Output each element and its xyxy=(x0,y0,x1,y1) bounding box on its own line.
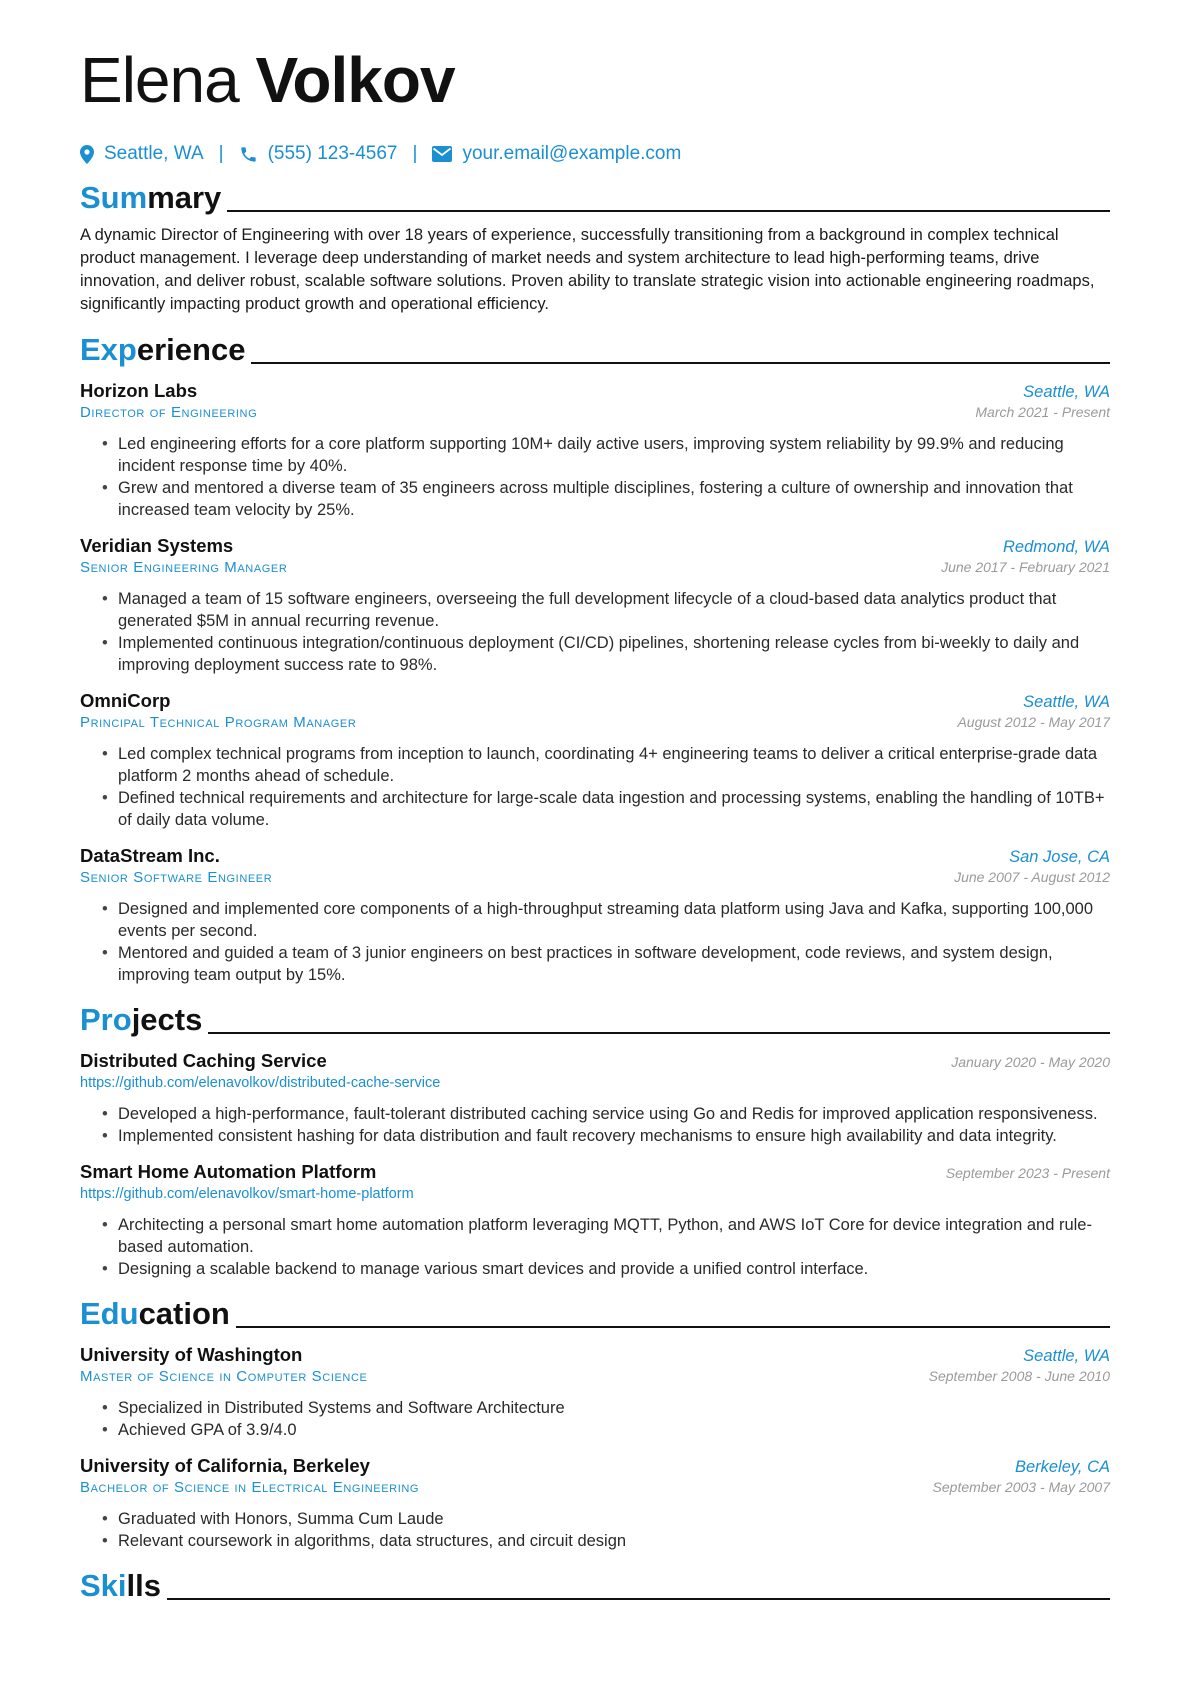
project-link[interactable]: https://github.com/elenavolkov/smart-home-platform xyxy=(80,1186,414,1202)
contact-separator: | xyxy=(218,143,224,164)
degree-name: Master of Science in Computer Science xyxy=(80,1368,368,1385)
entry-dates: January 2020 - May 2020 xyxy=(951,1054,1110,1070)
bullet-list xyxy=(80,588,1110,676)
section-title-accent: Ski xyxy=(80,1568,127,1603)
bullet-list xyxy=(80,433,1110,521)
section-title-accent: Exp xyxy=(80,332,137,367)
bullet-item: • Architecting a personal smart home automation platform leveraging MQTT, Python, and AWS IoT Core for device integration and rule-based automation. xyxy=(118,1214,1110,1258)
section-title xyxy=(80,1002,202,1038)
bullet-item: • Managed a team of 15 software engineers, overseeing the full development lifecycle of a cloud-based data analytics product that generated $5M in annual recurring revenue. xyxy=(118,588,1110,632)
bullet-list xyxy=(80,1103,1110,1147)
section-rule xyxy=(236,1326,1110,1328)
section-title xyxy=(80,1296,230,1332)
bullet-item: • Implemented continuous integration/continuous deployment (CI/CD) pipelines, shortening release cycles from bi-weekly to daily and improving deployment success rate to 98%. xyxy=(118,632,1110,676)
contact-location xyxy=(80,143,204,165)
experience-entry xyxy=(80,380,1110,521)
bullet-list xyxy=(80,1397,1110,1441)
section-title-accent: Edu xyxy=(80,1296,139,1331)
bullet-item: • Designing a scalable backend to manage various smart devices and provide a unified control interface. xyxy=(118,1258,1110,1280)
job-title: Director of Engineering xyxy=(80,404,258,421)
location-text: Seattle, WA xyxy=(104,143,204,164)
bullet-item: • Relevant coursework in algorithms, data structures, and circuit design xyxy=(118,1530,1110,1552)
company-name: DataStream Inc. xyxy=(80,845,220,866)
last-name: Volkov xyxy=(255,44,455,116)
bullet-list xyxy=(80,898,1110,986)
project-entry xyxy=(80,1050,1110,1147)
bullet-item: • Led complex technical programs from inception to launch, coordinating 4+ engineering teams to deliver a critical enterprise-grade data platform 2 months ahead of schedule. xyxy=(118,743,1110,787)
entry-dates: June 2007 - August 2012 xyxy=(954,869,1110,885)
bullet-item: • Designed and implemented core components of a high-throughput streaming data platform using Java and Kafka, supporting 100,000 events per second. xyxy=(118,898,1110,942)
section-rule xyxy=(251,362,1110,364)
bullet-item: • Mentored and guided a team of 3 junior engineers on best practices in software development, code reviews, and system design, improving team output by 15%. xyxy=(118,942,1110,986)
first-name: Elena xyxy=(80,44,239,116)
school-name: University of California, Berkeley xyxy=(80,1455,370,1476)
experience-entry xyxy=(80,845,1110,986)
education-heading xyxy=(80,1292,1110,1332)
job-title: Senior Engineering Manager xyxy=(80,559,288,576)
bullet-item: • Specialized in Distributed Systems and Software Architecture xyxy=(118,1397,1110,1419)
experience-heading xyxy=(80,328,1110,368)
phone-text: (555) 123-4567 xyxy=(267,143,398,164)
project-name: Distributed Caching Service xyxy=(80,1050,327,1071)
section-rule xyxy=(167,1598,1110,1600)
contact-separator: | xyxy=(412,143,418,164)
projects-heading xyxy=(80,998,1110,1038)
section-title-rest: erience xyxy=(136,332,246,367)
company-name: Horizon Labs xyxy=(80,380,198,401)
bullet-item: • Developed a high-performance, fault-tolerant distributed caching service using Go and Redis for improved application responsiveness. xyxy=(118,1103,1110,1125)
section-rule xyxy=(227,210,1110,212)
contact-email[interactable] xyxy=(432,143,681,165)
section-title-accent: Sum xyxy=(80,180,148,215)
skills-heading xyxy=(80,1564,1110,1604)
contact-phone[interactable] xyxy=(239,143,398,165)
project-link[interactable]: https://github.com/elenavolkov/distributed-cache-service xyxy=(80,1075,441,1091)
section-title-accent: Pro xyxy=(80,1002,132,1037)
entry-dates: August 2012 - May 2017 xyxy=(957,714,1110,730)
section-title-rest: lls xyxy=(126,1568,161,1603)
education-entry xyxy=(80,1455,1110,1552)
section-rule xyxy=(208,1032,1110,1034)
entry-location: Seattle, WA xyxy=(1023,693,1110,711)
bullet-item: • Defined technical requirements and architecture for large-scale data ingestion and processing systems, enabling the handling of 10TB+ of daily data volume. xyxy=(118,787,1110,831)
company-name: Veridian Systems xyxy=(80,535,234,556)
bullet-item: • Led engineering efforts for a core platform supporting 10M+ daily active users, improving system reliability by 99.9% and reducing incident response time by 40%. xyxy=(118,433,1110,477)
bullet-item: • Achieved GPA of 3.9/4.0 xyxy=(118,1419,1110,1441)
summary-text: A dynamic Director of Engineering with over 18 years of experience, successfully transitioning from a background in complex technical product management. I leverage deep understanding of market needs and system architecture to lead high-performing teams, drive innovation, and deliver robust, scalable software solutions. Proven ability to translate strategic vision into actionable engineering roadmaps, significantly impacting product growth and operational efficiency. xyxy=(80,226,1095,313)
degree-name: Bachelor of Science in Electrical Engineering xyxy=(80,1479,420,1496)
entry-location: San Jose, CA xyxy=(1009,848,1110,866)
project-entry xyxy=(80,1161,1110,1280)
section-title xyxy=(80,332,245,368)
entry-location: Berkeley, CA xyxy=(1014,1458,1110,1476)
section-title xyxy=(80,180,221,216)
bullet-item: • Graduated with Honors, Summa Cum Laude xyxy=(118,1508,1110,1530)
education-entry xyxy=(80,1344,1110,1441)
entry-location: Seattle, WA xyxy=(1023,383,1110,401)
candidate-name xyxy=(80,40,1110,120)
entry-dates: September 2023 - Present xyxy=(945,1165,1110,1181)
section-title-rest: mary xyxy=(147,180,222,215)
experience-entry xyxy=(80,690,1110,831)
contact-line xyxy=(80,140,1110,168)
map-pin-icon xyxy=(80,145,94,164)
bullet-list xyxy=(80,1508,1110,1552)
entry-location: Redmond, WA xyxy=(1003,538,1110,556)
job-title: Principal Technical Program Manager xyxy=(80,714,357,731)
section-title-rest: cation xyxy=(138,1296,230,1331)
summary-heading xyxy=(80,176,1110,216)
entry-dates: March 2021 - Present xyxy=(975,404,1110,420)
bullet-list xyxy=(80,743,1110,831)
section-title-rest: jects xyxy=(131,1002,203,1037)
entry-dates: June 2017 - February 2021 xyxy=(941,559,1110,575)
phone-icon xyxy=(239,145,258,164)
section-title xyxy=(80,1568,161,1604)
bullet-list xyxy=(80,1214,1110,1280)
bullet-item: • Implemented consistent hashing for data distribution and fault recovery mechanisms to ensure high availability and data integrity. xyxy=(118,1125,1110,1147)
entry-dates: September 2008 - June 2010 xyxy=(928,1368,1110,1384)
company-name: OmniCorp xyxy=(80,690,171,711)
job-title: Senior Software Engineer xyxy=(80,869,273,886)
email-text: your.email@example.com xyxy=(462,143,682,164)
school-name: University of Washington xyxy=(80,1344,303,1365)
envelope-icon xyxy=(432,146,452,162)
entry-dates: September 2003 - May 2007 xyxy=(932,1479,1110,1495)
project-name: Smart Home Automation Platform xyxy=(80,1161,377,1182)
entry-location: Seattle, WA xyxy=(1023,1347,1110,1365)
experience-entry xyxy=(80,535,1110,676)
bullet-item: • Grew and mentored a diverse team of 35 engineers across multiple disciplines, fostering a culture of ownership and innovation that increased team velocity by 25%. xyxy=(118,477,1110,521)
